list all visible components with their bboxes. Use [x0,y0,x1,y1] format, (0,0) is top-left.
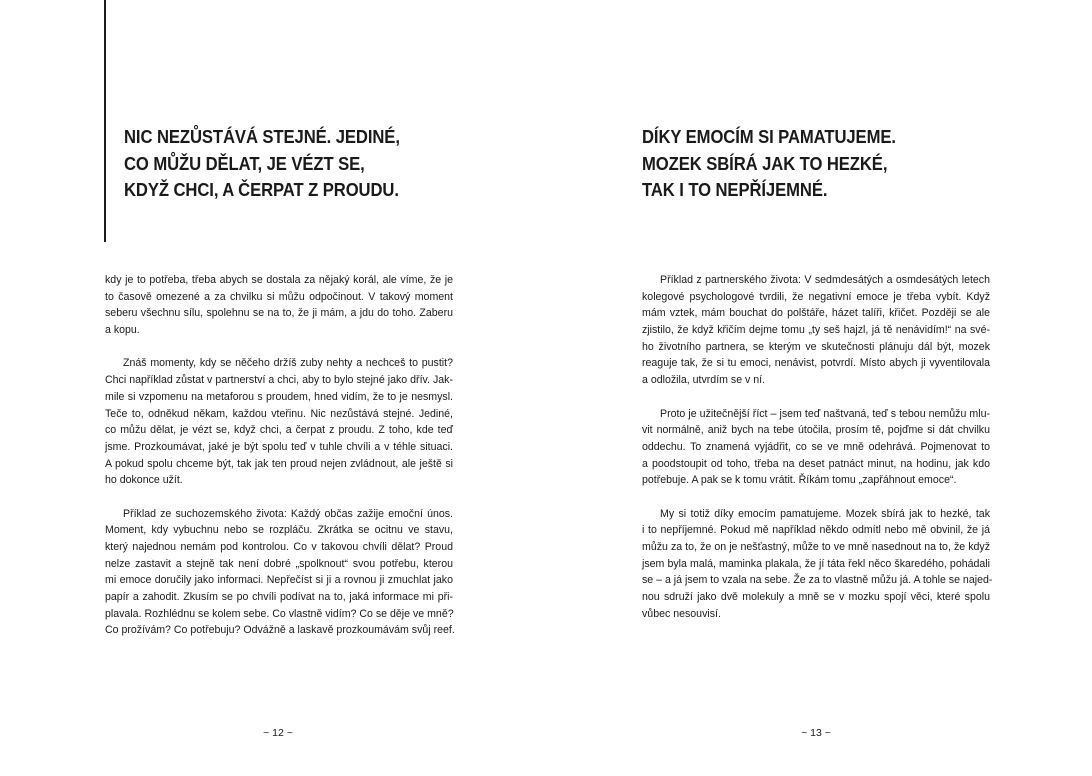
heading-line: MOZEK SBÍRÁ JAK TO HEZKÉ, [642,152,888,174]
paragraph [105,272,453,339]
text-line: Znáš momenty, kdy se něčeho držíš zuby nehty a nechceš to pustit? [123,357,453,370]
text-line: kolegové psychologové tvrdili, že negativní emoce je třeba vybít. Když [642,290,990,303]
text-line: nou sdruží jako dvě molekuly a mně se v mozku spojí věci, které spolu [642,591,990,604]
heading-line: TAK I TO NEPŘÍJEMNÉ. [642,179,828,200]
page-number: ~ 12 ~ [263,727,293,739]
text-line: a poodstoupit od toho, třeba na deset patnáct minut, na hodinu, jak kdo [642,457,990,470]
text-line: mám vztek, mám bouchat do polštáře, házet talíři, křičet. Později se ale [642,307,990,320]
text-line: Příklad ze suchozemského života: Každý občas zažije emoční únos. [123,507,453,520]
text-line: jsme. Prozkoumávat, jaké je být spolu teď v tuhle chvíli a v téhle situaci. [105,440,453,453]
text-line: oddechu. To znamená vyjádřit, co se ve mně odehrává. Pojmenovat to [642,440,990,453]
text-line: můžu za to, že on je nešťastný, může to ve mně nasednout na to, že když [642,541,990,553]
left-page-body [105,272,453,639]
text-line: vit normálně, aniž bych na tebe útočila, prosím tě, pojďme si dát chvilku [642,424,990,437]
text-line: nelze zastavit a stejně tak není dobré „spolknout“ svou potřebu, kterou [105,557,453,570]
text-line: seberu všechnu sílu, spolehnu se na to, že ji mám, a jdu do toho. Zaberu [105,307,453,320]
text-line: kdy je to potřeba, třeba abych se dostala za nějaký korál, ale víme, že je [105,274,453,286]
text-line: jsem byla malá, maminka plakala, že jí táta řekl něco škaredého, pohádali [642,557,990,570]
paragraph [642,506,993,623]
text-line: A pokud spolu chceme být, tak jak ten proud nejen zvládnout, ale ještě si [105,457,453,470]
right-page-body [642,272,993,622]
text-line: reaguje tak, že si tu emoci, nenávist, potvrdí. Místo abych ji vyventilovala [642,357,990,370]
heading-line: NIC NEZŮSTÁVÁ STEJNÉ. JEDINÉ, [124,126,400,147]
text-line: vůbec nesouvisí. [642,607,721,620]
text-line: co můžu dělat, je vézt se, když chci, a čerpat z proudu. Z toho, kde teď [105,424,453,437]
heading-line: CO MŮŽU DĚLAT, JE VÉZT SE, [124,152,365,174]
paragraph [642,272,990,389]
paragraph [642,406,990,489]
text-line: Teče to, odněkud někam, každou vteřinu. Nic nezůstává stejné. Jediné, [105,407,453,420]
text-line: to časově omezené a za chvilku si můžu odpočinout. V takový moment [105,290,453,303]
text-line: ho dokonce užít. [105,474,183,487]
text-line: i to nepříjemné. Pokud mě například někdo odmítl nebo mě obvinil, že já [642,524,990,537]
text-line: My si totiž díky emocím pamatujeme. Mozek sbírá jak to hezké, tak [660,507,990,520]
heading-line: KDYŽ CHCI, A ČERPAT Z PROUDU. [124,179,399,200]
text-line: Chci například zůstat v partnerství a chci, aby to bylo stejné jako dřív. Jak- [105,374,453,387]
text-line: papír a zahodit. Zkusím se po chvíli podívat na to, jaká informace mi při- [105,591,453,604]
paragraph [105,506,453,640]
text-line: zjistilo, že když křičím dejme tomu „ty seš hajzl, já tě nenávidím!“ na své- [642,324,990,337]
text-line: potřebuje. A pak se k tomu vrátit. Říkám tomu „zapřáhnout emoce“. [642,474,957,487]
text-line: se – a já jsem to vzala na sebe. Že za to vlastně můžu já. A tohle se najed- [642,574,993,587]
text-line: Co prožívám? Co potřebuju? Odvážně a laskavě prozkoumávám svůj reef. [105,624,455,637]
vertical-rule [104,0,106,242]
text-line: plavala. Rozhlédnu se kolem sebe. Co vlastně vidím? Co se děje ve mně? [105,607,454,620]
text-line: ho životního partnera, se kterým ve skutečnosti plánuju dál být, mozek [642,340,990,353]
right-page-heading [642,124,896,204]
text-line: mile si vzpomenu na metaforou s proudem, hned vidím, že to je nesmysl. [105,390,453,403]
right-page [546,0,1092,776]
heading-line: DÍKY EMOCÍM SI PAMATUJEME. [642,126,896,147]
text-line: Moment, kdy vybuchnu nebo se rozpláču. Zkrátka se ocitnu ve stavu, [105,524,453,537]
text-line: Příklad z partnerského života: V sedmdesátých a osmdesátých letech [660,274,990,286]
text-line: mi emoce doručily jako informaci. Nepřečíst si ji a rovnou ji zmuchlat jako [105,574,453,587]
page-number: ~ 13 ~ [801,727,831,739]
left-page-heading [124,124,400,204]
text-line: Proto je užitečnější říct – jsem teď naštvaná, teď s tebou nemůžu mlu- [660,407,990,420]
text-line: a odložila, utvrdím se v ní. [642,374,766,387]
paragraph [105,355,453,489]
text-line: který najednou nemám pod kontrolou. Co v takovou chvíli dělat? Proud [105,541,453,553]
text-line: a kopu. [105,324,140,337]
